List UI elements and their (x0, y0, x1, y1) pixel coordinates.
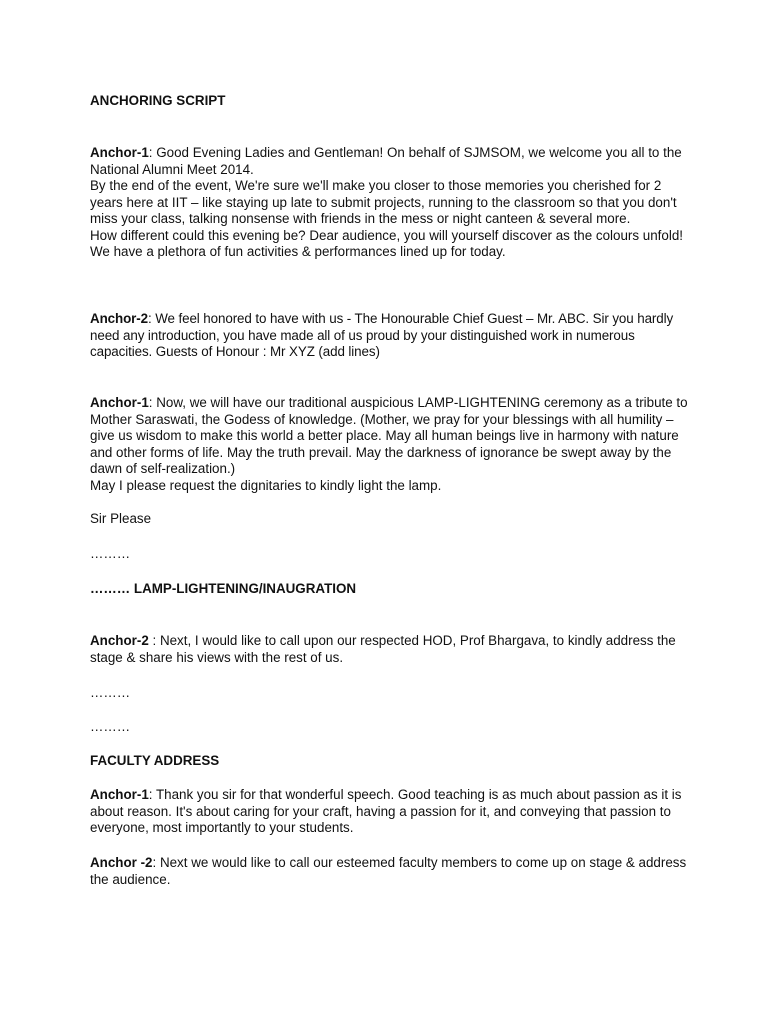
ellipsis-text: ……… (90, 719, 131, 734)
anchor1-thanks-block (90, 787, 690, 837)
speaker-label: Anchor -2 (90, 855, 153, 870)
anchor1-welcome-line (90, 145, 690, 178)
anchor2-chief-guest-block (90, 311, 690, 361)
speech-text: : Next we would like to call our esteemed faculty members to come up on stage & address the audience. (90, 855, 687, 887)
speech-paragraph: May I please request the dignitaries to kindly light the lamp. (90, 477, 442, 493)
speaker-label: Anchor-2 (90, 633, 149, 648)
speech-text: : Now, we will have our traditional auspicious LAMP-LIGHTENING ceremony as a tribute to Mother Saraswati, the Godess of knowledge. (Mother, we pray for your blessings with all humility – give us wisdom to make this world a better place. May all human beings live in harmony with nature and other forms of life. May the truth prevail. May the darkness of ignorance be swept away by the dawn of self-realization.) (90, 395, 688, 476)
anchor1-welcome-block (90, 145, 690, 261)
speech-paragraph: By the end of the event, We're sure we'll make you closer to those memories you cherished for 2 years here at IIT – like staying up late to submit projects, running to the classroom so that you don't miss your class, talking nonsense with friends in the mess or night canteen & several more. (90, 178, 677, 226)
speech-paragraph: How different could this evening be? Dear audience, you will yourself discover as the colours unfold! We have a plethora of fun activities & performances lined up for today. (90, 227, 683, 259)
anchor2-hod-block (90, 633, 690, 666)
speaker-label: Anchor-1 (90, 145, 149, 160)
speaker-label: Anchor-1 (90, 787, 149, 802)
faculty-address-heading: FACULTY ADDRESS (90, 753, 220, 768)
ellipsis-text: ……… (90, 685, 131, 700)
lamp-lightening-heading: ……… LAMP-LIGHTENING/INAUGRATION (90, 581, 357, 596)
ellipsis-text: ……… (90, 546, 131, 561)
speaker-label: Anchor-1 (90, 395, 149, 410)
speaker-label: Anchor-2 (90, 311, 148, 326)
speech-text: : Good Evening Ladies and Gentleman! On behalf of SJMSOM, we welcome you all to the National Alumni Meet 2014. (90, 145, 682, 177)
speech-text: : Thank you sir for that wonderful speech. Good teaching is as much about passion as it is about reason. It's about caring for your craft, having a passion for it, and conveying that passion to everyone, most importantly to your students. (90, 787, 682, 835)
speech-text: : Next, I would like to call upon our respected HOD, Prof Bhargava, to kindly address the stage & share his views with the rest of us. (90, 633, 676, 665)
anchor2-faculty-block (90, 855, 690, 888)
anchor1-lamp-line (90, 395, 690, 478)
sir-please-text: Sir Please (90, 511, 152, 526)
anchor1-lamp-block (90, 395, 690, 494)
document-title: ANCHORING SCRIPT (90, 93, 226, 108)
speech-text: : We feel honored to have with us - The Honourable Chief Guest – Mr. ABC. Sir you hardly need any introduction, you have made all of us proud by your distinguished work in numerous capacities. Guests of Honour : Mr XYZ (add lines) (90, 311, 674, 359)
